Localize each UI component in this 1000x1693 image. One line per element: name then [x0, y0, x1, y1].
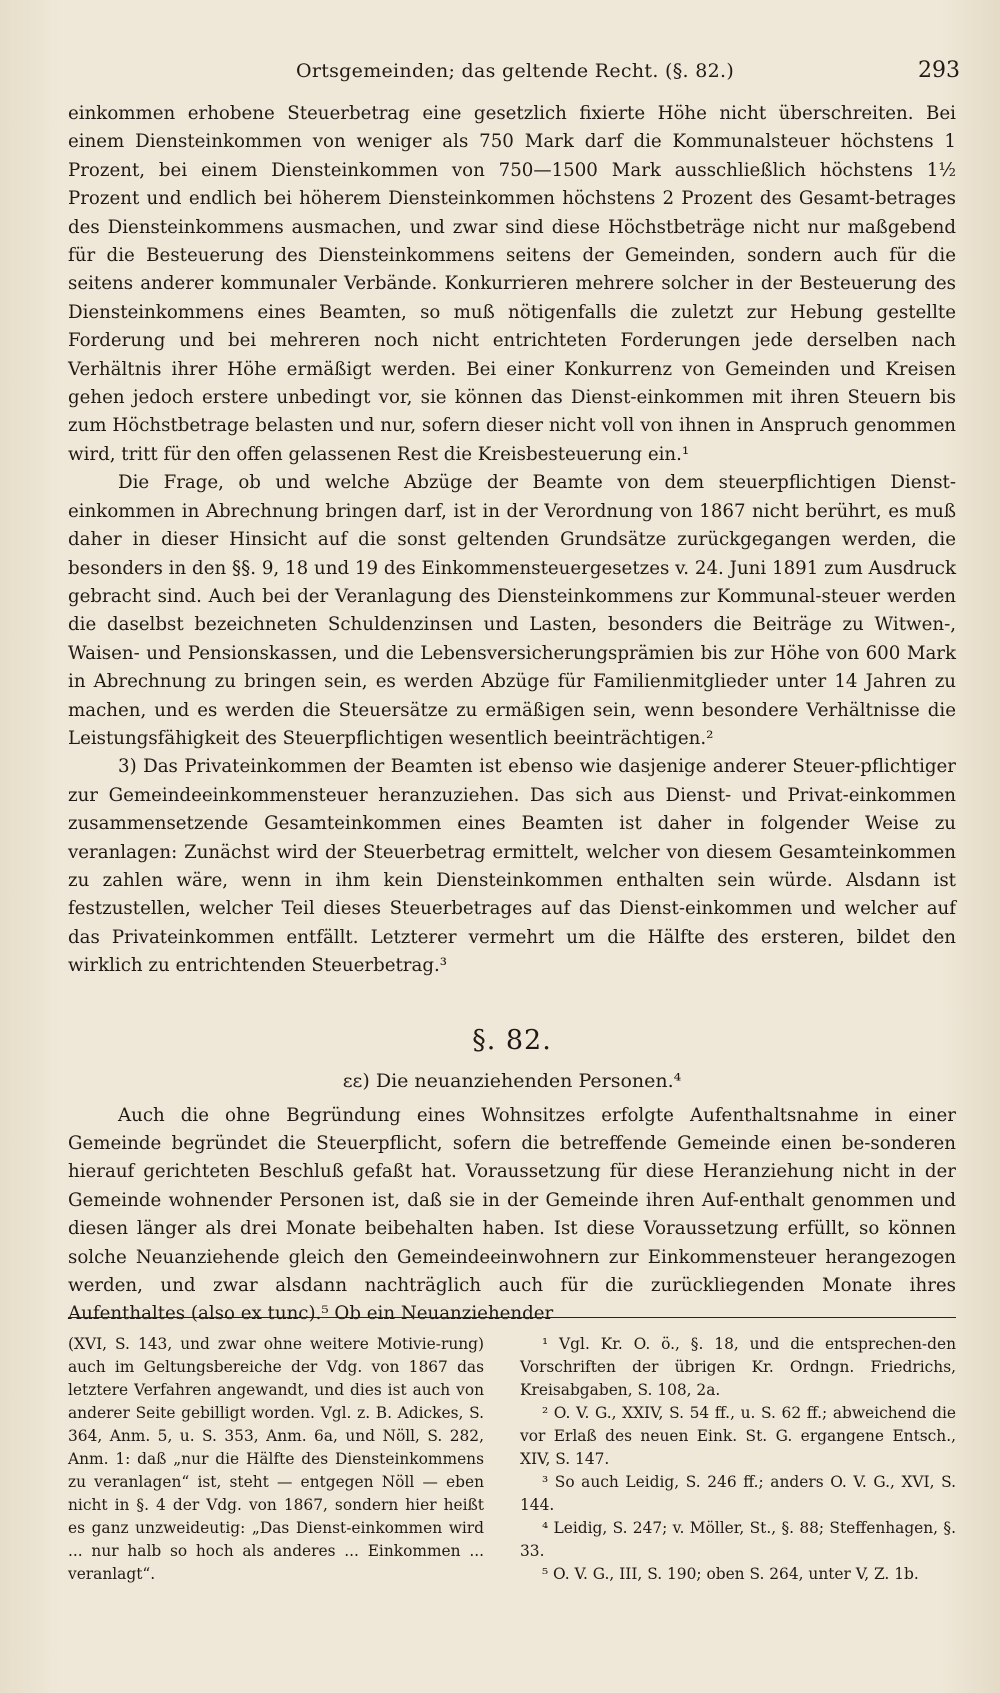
section-heading: §. 82.: [472, 1024, 552, 1056]
footnote-column-right: [520, 1333, 956, 1586]
footnote-3: ³ So auch Leidig, S. 246 ff.; anders O. V. G., XVI, S. 144.: [520, 1473, 956, 1514]
footnote-continuation: (XVI, S. 143, und zwar ohne weitere Motivie-rung) auch im Geltungsbereiche der Vdg. von 1867 das letztere Verfahren angewandt, und dies ist auch von anderer Seite gebilligt worden. Vgl. z. B. Adickes, S. 364, Anm. 5, u. S. 353, Anm. 6a, und Nöll, S. 282, Anm. 1: daß „nur die Hälfte des Diensteinkommens zu veranlagen“ ist, steht — entgegen Nöll — eben nicht in §. 4 der Vdg. von 1867, sondern hier heißt es ganz unzweideutig: „Das Dienst-einkommen wird ... nur halb so hoch als anderes ... Einkommen ... veranlagt“.: [68, 1335, 484, 1583]
section-paragraph: Auch die ohne Begründung eines Wohnsitzes erfolgte Aufenthaltsnahme in einer Gemeinde begründet die Steuerpflicht, sofern die betreffende Gemeinde einen be-sonderen hierauf gerichteten Beschluß gefaßt hat. Voraussetzung für diese Heranziehung nicht in der Gemeinde wohnender Personen ist, daß sie in der Gemeinde ihren Auf-enthalt genommen und diesen länger als drei Monate beibehalten haben. Ist diese Voraussetzung erfüllt, so können solche Neuanziehende gleich den Gemeindeeinwohnern zur Einkommensteuer herangezogen werden, und zwar alsdann nachträglich auch für die zurückliegenden Monate ihres Aufenthaltes (also ex tunc).⁵ Ob ein Neuanziehender: [68, 1104, 956, 1325]
body-paragraph: einkommen erhobene Steuerbetrag eine gesetzlich fixierte Höhe nicht überschreiten. Bei einem Diensteinkommen von weniger als 750 Mark darf die Kommunalsteuer höchstens 1 Prozent, bei einem Diensteinkommen von 750—1500 Mark ausschließlich höchstens 1½ Prozent und endlich bei höherem Diensteinkommen höchstens 2 Prozent des Gesamt-betrages des Diensteinkommens ausmachen, und zwar sind diese Höchstbeträge nicht nur maßgebend für die Besteuerung des Diensteinkommens seitens der Gemeinden, sondern auch für die seitens anderer kommunaler Verbände. Konkurrieren mehrere solcher in der Besteuerung des Diensteinkommens eines Beamten, so muß nötigenfalls die zuletzt zur Hebung gestellte Forderung und bei mehreren noch nicht entrichteten Forderungen jede derselben nach Verhältnis ihrer Höhe ermäßigt werden. Bei einer Konkurrenz von Gemeinden und Kreisen gehen jedoch erstere unbedingt vor, sie können das Dienst-einkommen mit ihren Steuern bis zum Höchstbetrage belasten und nur, sofern dieser nicht voll von ihnen in Anspruch genommen wird, tritt für den offen gelassenen Rest die Kreisbesteuerung ein.¹: [68, 103, 956, 465]
running-title: Ortsgemeinden; das geltende Recht. (§. 82.): [295, 60, 735, 82]
footnote-4: ⁴ Leidig, S. 247; v. Möller, St., §. 88; Steffenhagen, §. 33.: [520, 1519, 956, 1560]
footnote-2: ² O. V. G., XXIV, S. 54 ff., u. S. 62 ff.; abweichend die vor Erlaß des neuen Eink. St. G. ergangene Entsch., XIV, S. 147.: [520, 1404, 956, 1468]
body-paragraph: 3) Das Privateinkommen der Beamten ist ebenso wie dasjenige anderer Steuer-pflichtiger zur Gemeindeeinkommensteuer heranzuziehen. Das sich aus Dienst- und Privat-einkommen zusammensetzende Gesamteinkommen eines Beamten ist daher in folgender Weise zu veranlagen: Zunächst wird der Steuerbetrag ermittelt, welcher von diesem Gesamteinkommen zu zahlen wäre, wenn in ihm kein Diensteinkommen enthalten sein würde. Alsdann ist festzustellen, welcher Teil dieses Steuerbetrages auf das Dienst-einkommen und welcher auf das Privateinkommen entfällt. Letzterer vermehrt um die Hälfte des ersteren, bildet den wirklich zu entrichtenden Steuerbetrag.³: [68, 756, 956, 977]
body-paragraph: Die Frage, ob und welche Abzüge der Beamte von dem steuerpflichtigen Dienst-einkommen in Abrechnung bringen darf, ist in der Verordnung von 1867 nicht berührt, es muß daher in dieser Hinsicht auf die sonst geltenden Grundsätze zurückgegangen werden, die besonders in den §§. 9, 18 und 19 des Einkommensteuergesetzes v. 24. Juni 1891 zum Ausdruck gebracht sind. Auch bei der Veranlagung des Diensteinkommens zur Kommunal-steuer werden die daselbst bezeichneten Schuldenzinsen und Lasten, besonders die Beiträge zu Witwen-, Waisen- und Pensionskassen, und die Lebensversicherungsprämien bis zur Höhe von 600 Mark in Abrechnung zu bringen sein, es werden Abzüge für Familienmitglieder unter 14 Jahren zu machen, und es werden die Steuersätze zu ermäßigen sein, wenn besondere Verhältnisse die Leistungsfähigkeit des Steuerpflichtigen wesentlich beeinträchtigen.²: [68, 472, 956, 749]
footnote-5: ⁵ O. V. G., III, S. 190; oben S. 264, unter V, Z. 1b.: [542, 1565, 919, 1583]
page-header: [70, 58, 960, 88]
main-text: [68, 100, 956, 1329]
footnote-divider: [68, 1317, 956, 1318]
section-subtitle: εε) Die neuanziehenden Personen.⁴: [342, 1069, 682, 1092]
page-number: 293: [918, 58, 960, 83]
footnote-1: ¹ Vgl. Kr. O. ö., §. 18, und die entsprechen-den Vorschriften der übrigen Kr. Ordngn. Friedrichs, Kreisabgaben, S. 108, 2a.: [520, 1335, 956, 1399]
footnote-column-left: [68, 1333, 484, 1586]
